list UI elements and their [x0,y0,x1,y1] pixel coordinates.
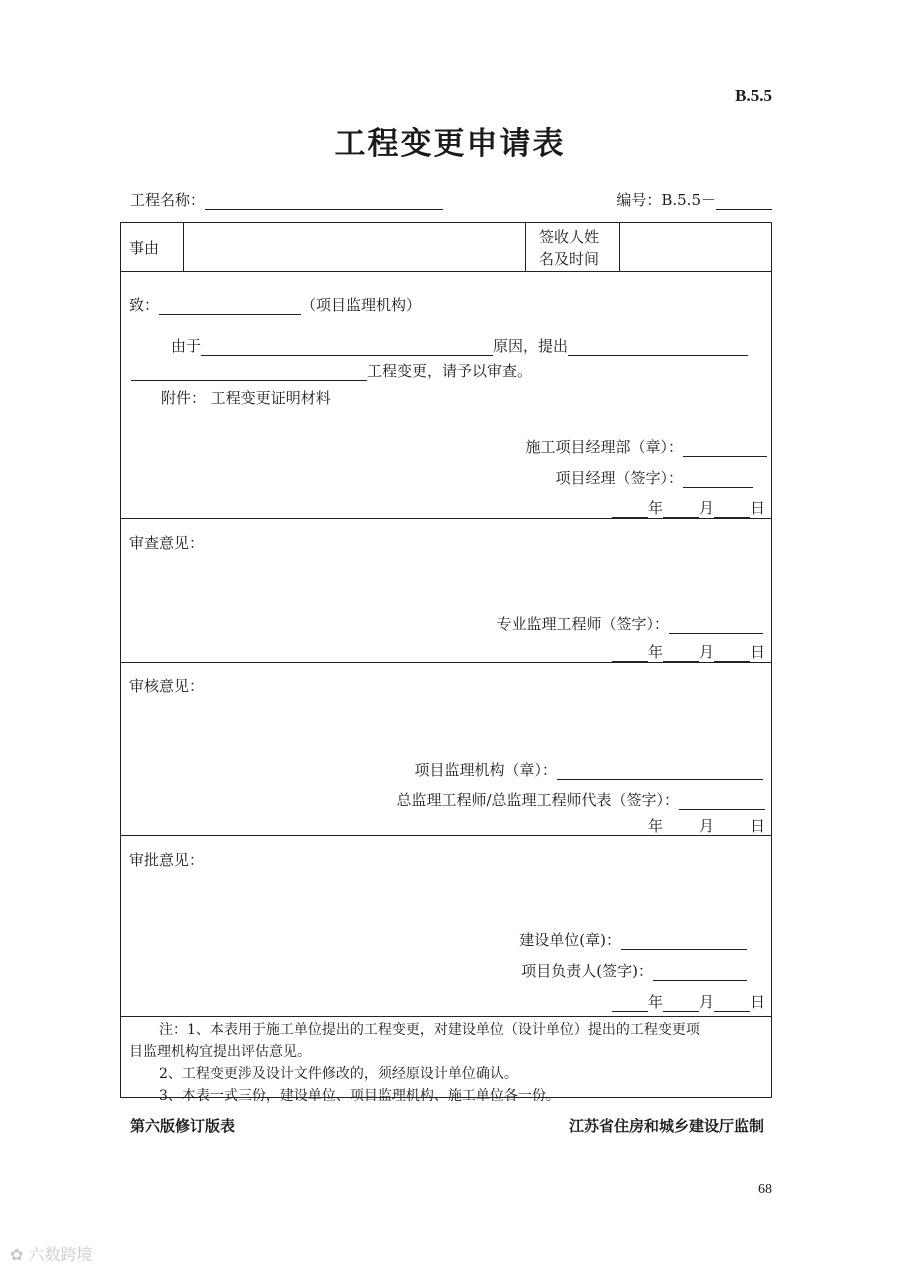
chief-engineer-row [396,789,765,810]
change-request-form [120,222,772,1104]
review-sign-field[interactable] [669,619,763,634]
project-name-label: 工程名称： [130,191,206,209]
attachment-label: 附件： [161,389,207,407]
month-field[interactable] [663,821,699,836]
project-name-row [130,189,443,210]
review-heading: 审查意见： [129,534,205,552]
project-leader-label: 项目负责人(签字)： [521,962,653,980]
day-label: 日 [749,643,765,661]
note-line-4: 3、本表一式三份，建设单位、项目监理机构、施工单位各一份。 [159,1088,560,1104]
due-to-label: 由于 [171,337,202,355]
chief-engineer-label: 总监理工程师/总监理工程师代表（签字）： [396,791,679,809]
issuer-label: 江苏省住房和城乡建设厅监制 [568,1117,764,1135]
manager-sign-field[interactable] [683,473,753,488]
year-label: 年 [647,993,663,1011]
watermark-logo-icon: ✿ [10,1245,24,1264]
page-title: 工程变更申请表 [334,126,566,162]
change-row [131,360,532,381]
form-number-label: 编号：B.5.5－ [616,191,716,209]
audit-org-label: 项目监理机构（章）： [414,761,557,779]
to-suffix: （项目监理机构） [301,296,422,314]
year-field[interactable] [612,503,648,518]
form-number-row [616,189,772,210]
client-unit-label: 建设单位(章)： [519,931,621,949]
year-label: 年 [647,817,663,835]
month-label: 月 [698,643,714,661]
day-field[interactable] [714,647,750,662]
year-label: 年 [647,499,663,517]
month-field[interactable] [663,503,699,518]
approval-heading: 审批意见： [129,851,205,869]
manager-label: 项目经理（签字）： [555,469,683,487]
addressee-field[interactable] [159,300,301,315]
watermark [10,1242,93,1265]
receiver-label-line1: 签收人姓 [539,228,600,246]
day-label: 日 [749,499,765,517]
date-row-audit [612,815,765,836]
year-field[interactable] [612,647,648,662]
dept-label: 施工项目经理部（章）： [525,438,683,456]
client-unit-field[interactable] [621,935,747,950]
divider [183,223,184,271]
edition-label: 第六版修订版表 [130,1117,236,1135]
divider [525,223,526,271]
year-field[interactable] [612,997,648,1012]
year-field[interactable] [612,821,648,836]
month-field[interactable] [663,997,699,1012]
review-sign-label: 专业监理工程师（签字）： [496,615,669,633]
subject-field[interactable] [185,225,523,269]
project-leader-field[interactable] [653,966,747,981]
contractor-dept-row [525,436,767,457]
receiver-field[interactable] [621,225,769,269]
form-code: B.5.5 [735,86,772,105]
change-label: 工程变更，请予以审查。 [367,362,533,380]
year-label: 年 [647,643,663,661]
project-name-field[interactable] [205,195,443,210]
audit-org-row [414,759,763,780]
month-label: 月 [698,817,714,835]
month-label: 月 [698,499,714,517]
form-number-field[interactable] [716,195,772,210]
to-label: 致： [129,296,160,314]
watermark-text: 六数跨境 [28,1245,93,1264]
dept-seal-field[interactable] [683,442,767,457]
reason-label: 原因，提出 [493,337,569,355]
day-label: 日 [749,993,765,1011]
audit-org-field[interactable] [557,765,763,780]
review-sign-row [496,613,763,634]
date-row-approval [612,991,765,1012]
attachment-row [161,387,331,408]
project-leader-row [521,960,747,981]
note-line-2: 目监理机构宜提出评估意见。 [129,1044,311,1060]
day-field[interactable] [714,503,750,518]
proposal-field[interactable] [568,341,748,356]
day-label: 日 [749,817,765,835]
note-line-3: 2、工程变更涉及设计文件修改的，须经原设计单位确认。 [159,1066,518,1082]
divider [121,1016,771,1017]
addressee-row [129,294,421,315]
client-unit-row [519,929,747,950]
page-number: 68 [758,1182,772,1197]
date-row-apply [612,497,765,518]
attachment-text: 工程变更证明材料 [210,389,331,407]
divider [619,223,620,271]
audit-heading: 审核意见： [129,677,205,695]
month-label: 月 [698,993,714,1011]
divider [121,518,771,519]
chief-engineer-field[interactable] [679,795,765,810]
day-field[interactable] [714,997,750,1012]
manager-row [555,467,753,488]
day-field[interactable] [714,821,750,836]
receiver-label-line2: 名及时间 [539,250,600,268]
date-row-review [612,641,765,662]
divider [121,662,771,663]
month-field[interactable] [663,647,699,662]
subject-label: 事由 [129,239,160,257]
reason-field[interactable] [201,341,493,356]
note-line-1: 注：1、本表用于施工单位提出的工程变更，对建设单位（设计单位）提出的工程变更项 [159,1022,700,1038]
change-content-field[interactable] [131,366,367,381]
divider [121,271,771,272]
reason-row [171,335,748,356]
